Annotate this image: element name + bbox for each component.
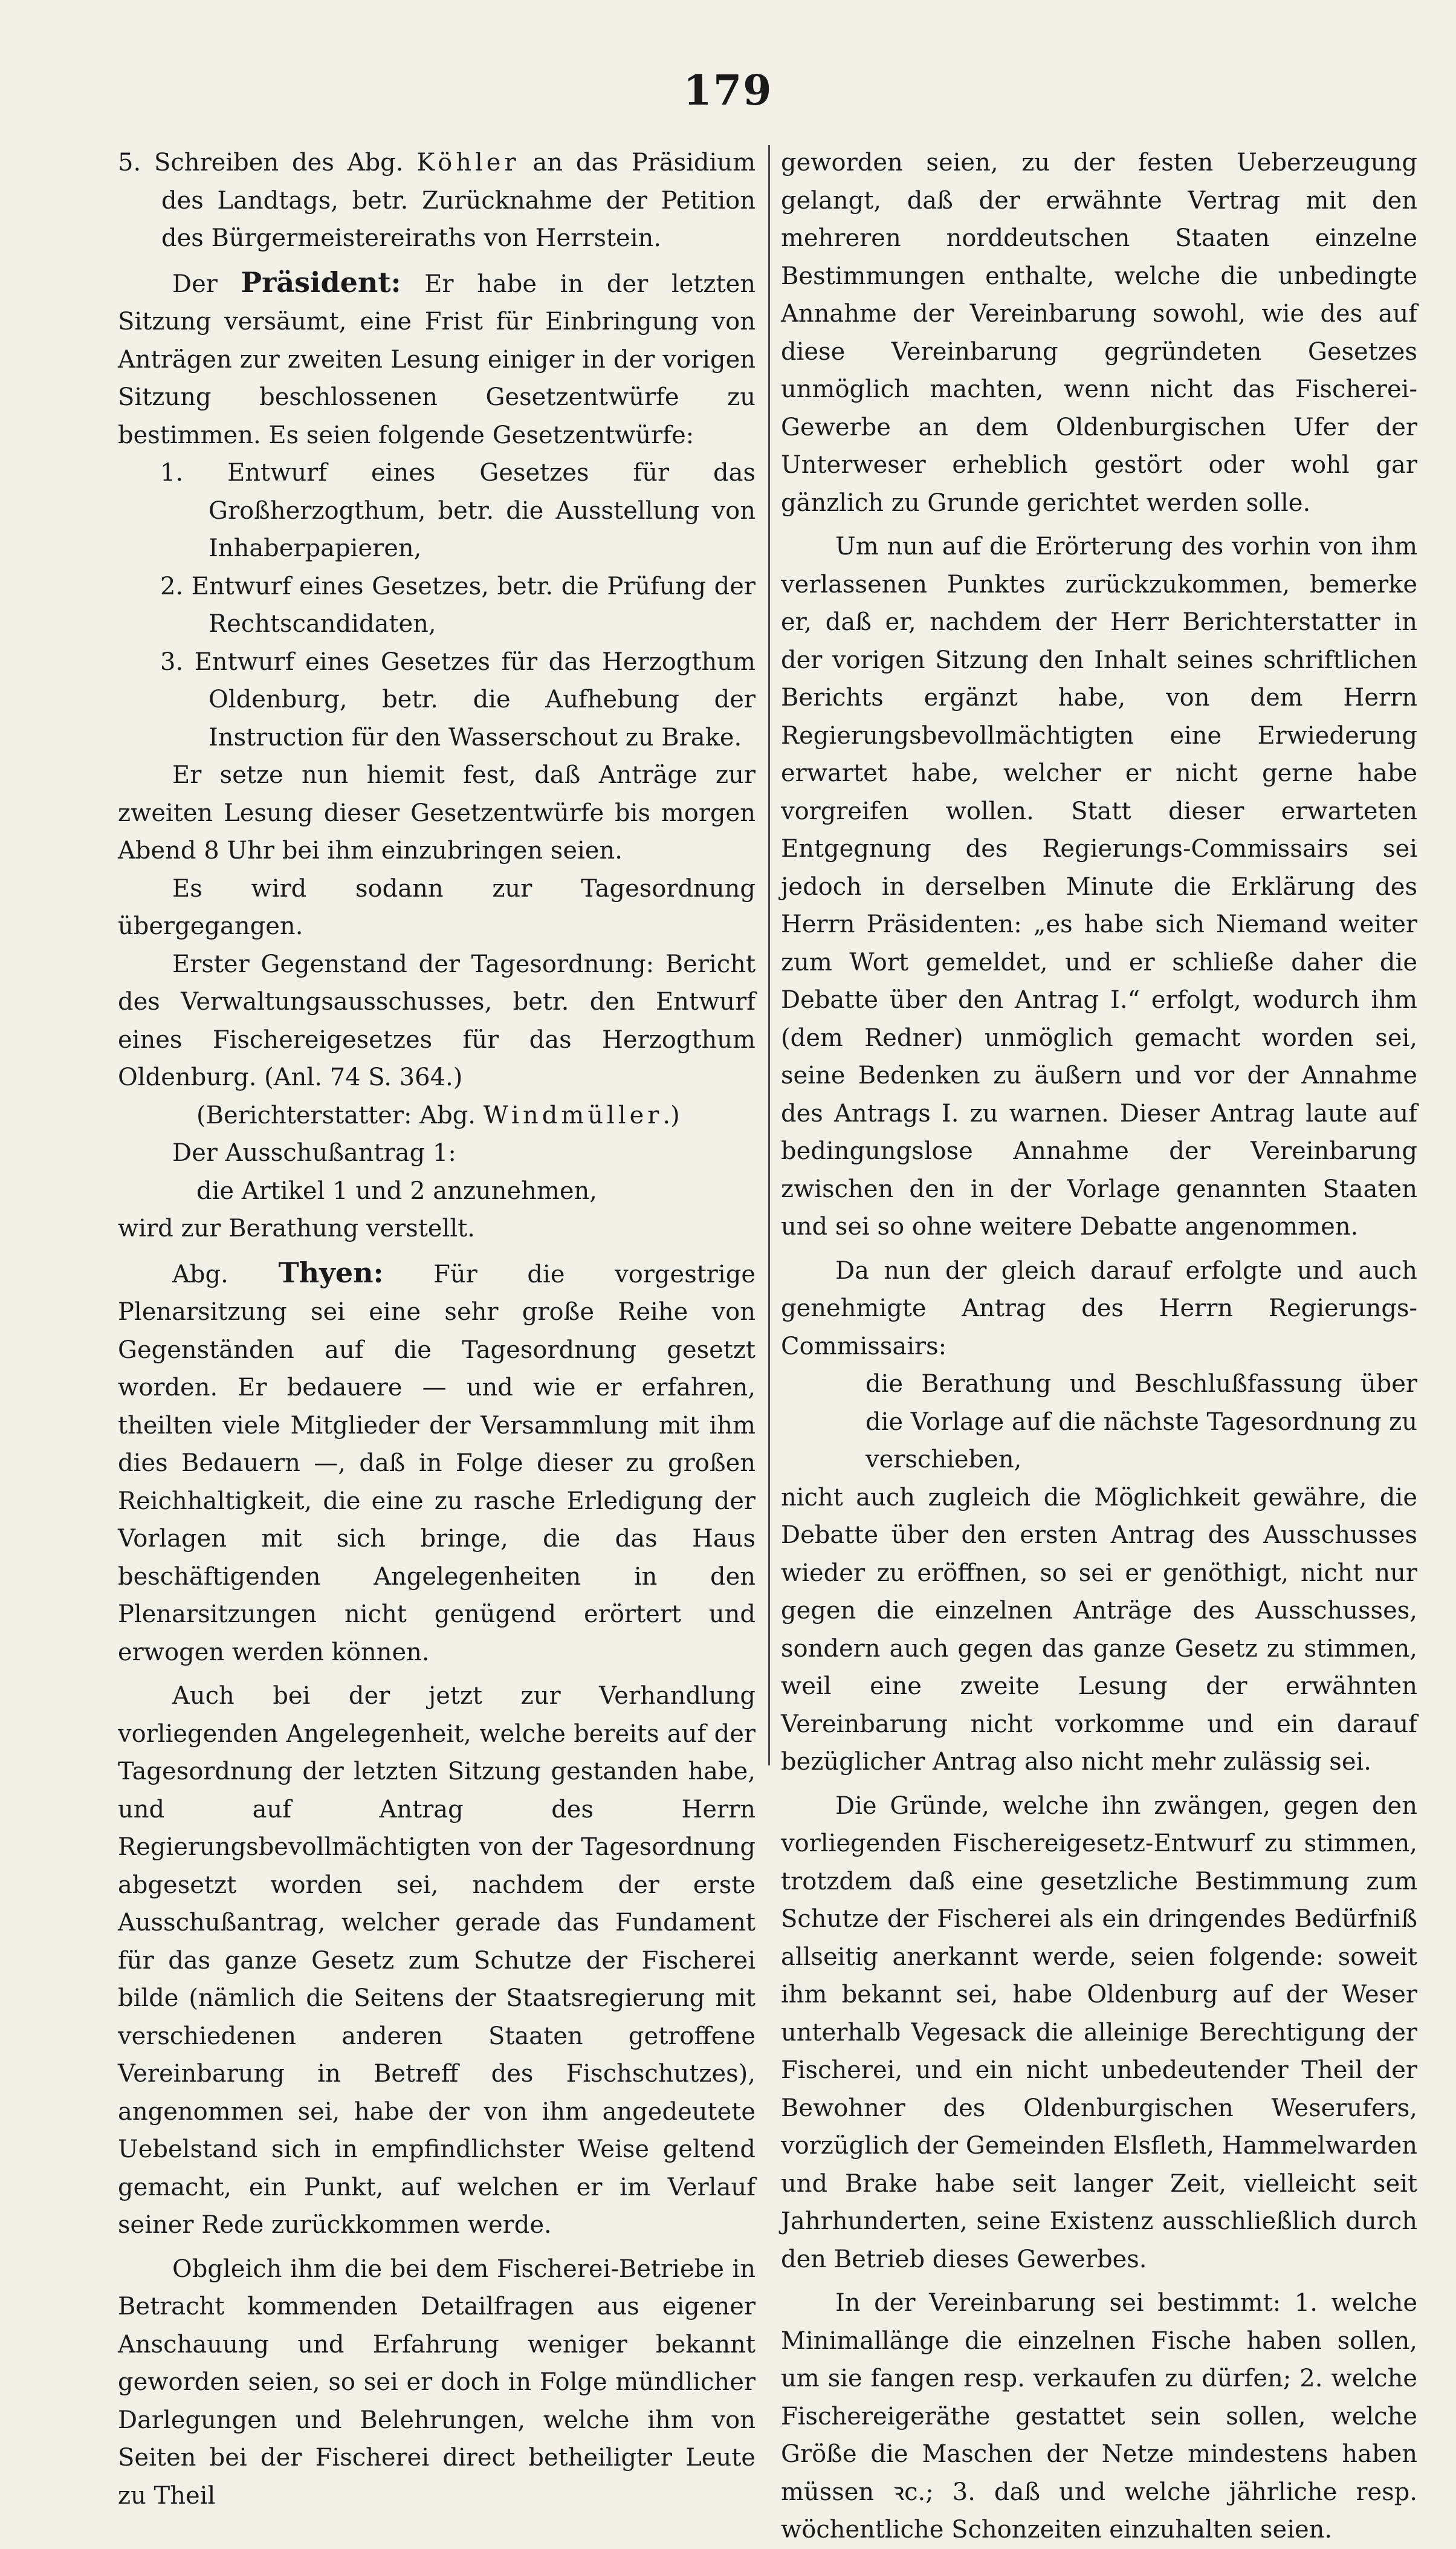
thyen-statement: Abg. Thyen: Für die vorgestrige Plenarsitzung sei eine sehr große Reihe von Gegenständen auf die Tagesordnung gesetzt worden. Er bedauere — und wie er erfahren, theilten viele Mitglieder der Versammlung mit ihm dies Bedauern —, daß in Folge dieser zu großen Reichhaltigkeit, die eine zu rasche Erledigung der Vorlagen mit sich bringe, die das Haus beschäftigenden Angelegenheiten in den Plenarsitzungen nicht genügend erörtert und erwogen werden können. (118, 1256, 756, 1666)
speaker-name: Präsident: (241, 265, 401, 299)
quoted-motion: die Berathung und Beschlußfassung über die Vorlage auf die nächste Tagesordnung zu verschieben, (866, 1370, 1417, 1473)
column-divider (768, 145, 770, 1765)
rapporteur-line: (Berichterstatter: Abg. Windmüller.) (196, 1101, 680, 1129)
agenda-item-5: 5. Schreiben des Abg. Köhler an das Präsidium des Landtags, betr. Zurücknahme der Petition des Bürgermeistereiraths von Herrstein. (118, 149, 756, 252)
paragraph-auch: Auch bei der jetzt zur Verhandlung vorliegenden Angelegenheit, welche bereits auf der Tagesordnung der letzten Sitzung gestanden habe, und auf Antrag des Herrn Regierungsbevollmächtigten von der Tagesordnung abgesetzt worden sei, nachdem der erste Ausschußantrag, welcher gerade das Fundament für das ganze Gesetz zum Schutze der Fischerei bilde (nämlich die Seitens der Staatsregierung mit verschiedenen anderen Staaten getroffene Vereinbarung in Betreff des Fischschutzes), angenommen sei, habe der von ihm angedeutete Uebelstand sich in empfindlichster Weise geltend gemacht, ein Punkt, auf welchen er im Verlauf seiner Rede zurückkommen werde. (118, 1682, 756, 2239)
left-column (118, 144, 756, 2515)
right-column (781, 144, 1417, 2549)
deadline-paragraph: Er setze nun hiemit fest, daß Anträge zur zweiten Lesung dieser Gesetzentwürfe bis morgen Abend 8 Uhr bei ihm einzubringen seien. (118, 761, 756, 865)
motion-title: Der Ausschußantrag 1: (172, 1139, 456, 1167)
first-agenda-item: Erster Gegenstand der Tagesordnung: Bericht des Verwaltungsausschusses, betr. den Entwurf eines Fischereigesetzes für das Herzogthum Oldenburg. (Anl. 74 S. 364.) (118, 950, 756, 1091)
paragraph-nicht: nicht auch zugleich die Möglichkeit gewähre, die Debatte über den ersten Antrag des Ausschusses wieder zu eröffnen, so sei er genöthigt, nicht nur gegen die einzelnen Anträge des Ausschusses, sondern auch gegen das ganze Gesetz zu stimmen, weil eine zweite Lesung der erwähnten Vereinbarung nicht vorkomme und ein darauf bezüglicher Antrag also nicht mehr zulässig sei. (781, 1483, 1417, 1776)
paragraph-da: Da nun der gleich darauf erfolgte und auch genehmigte Antrag des Herrn Regierungs-Commissairs: (781, 1256, 1417, 1360)
president-statement: Der Präsident: Er habe in der letzten Sitzung versäumt, eine Frist für Einbringung von Anträgen zur zweiten Lesung einiger in der vorigen Sitzung beschlossenen Gesetzentwürfe zu bestimmen. Es seien folgende Gesetzentwürfe: (118, 265, 756, 449)
paragraph-obgleich: Obgleich ihm die bei dem Fischerei-Betriebe in Betracht kommenden Detailfragen aus eigener Anschauung und Erfahrung weniger bekannt geworden seien, so sei er doch in Folge mündlicher Darlegungen und Belehrungen, welche ihm von Seiten bei der Fischerei direct betheiligter Leute zu Theil (118, 2255, 756, 2510)
paragraph-gruende: Die Gründe, welche ihn zwängen, gegen den vorliegenden Fischereigesetz-Entwurf zu stimmen, trotzdem daß eine gesetzliche Bestimmung zum Schutze der Fischerei als ein dringendes Bedürfniß allseitig anerkannt werde, seien folgende: soweit ihm bekannt sei, habe Oldenburg auf der Weser unterhalb Vegesack die alleinige Berechtigung der Fischerei, und ein nicht unbedeutender Theil der Bewohner des Oldenburgischen Weserufers, vorzüglich der Gemeinden Elsfleth, Hammelwarden und Brake habe seit langer Zeit, vielleicht seit Jahrhunderten, seine Existenz ausschließlich durch den Betrieb dieses Gewerbes. (781, 1791, 1417, 2273)
motion-end: wird zur Berathung verstellt. (118, 1215, 475, 1242)
paragraph-um: Um nun auf die Erörterung des vorhin von ihm verlassenen Punktes zurückzukommen, bemerke er, daß er, nachdem der Herr Berichterstatter in der vorigen Sitzung den Inhalt seines schriftlichen Berichts ergänzt habe, von dem Herrn Regierungsbevollmächtigten eine Erwiederung erwartet habe, welcher er nicht gerne habe vorgreifen wollen. Statt dieser erwarteten Entgegnung des Regierungs-Commissairs sei jedoch in derselben Minute die Erklärung des Herrn Präsidenten: „es habe sich Niemand weiter zum Wort gemeldet, und er schließe daher die Debatte über den Antrag I.“ erfolgt, wodurch ihm (dem Redner) unmöglich gemacht worden sei, seine Bedenken zu äußern und vor der Annahme des Antrags I. zu warnen. Dieser Antrag laute auf bedingungslose Annahme der Vereinbarung zwischen den in der Vorlage genannten Staaten und sei so ohne weitere Debatte angenommen. (781, 533, 1417, 1241)
page-number: 179 (683, 67, 773, 115)
motion-text: die Artikel 1 und 2 anzunehmen, (196, 1177, 597, 1205)
agenda-paragraph: Es wird sodann zur Tagesordnung übergegangen. (118, 874, 756, 940)
paragraph-in: In der Vereinbarung sei bestimmt: 1. welche Minimallänge die einzelnen Fische haben sollen, um sie fangen resp. verkaufen zu dürfen; 2. welche Fischereigeräthe gestattet sein sollen, welche Größe die Maschen der Netze mindestens haben müssen ꝛc.; 3. daß und welche jährliche resp. wöchentliche Schonzeiten einzuhalten seien. (781, 2289, 1417, 2544)
law-draft-2: 2. Entwurf eines Gesetzes, betr. die Prüfung der Rechtscandidaten, (160, 572, 756, 638)
law-draft-3: 3. Entwurf eines Gesetzes für das Herzogthum Oldenburg, betr. die Aufhebung der Instruction für den Wasserschout zu Brake. (160, 648, 756, 752)
rapporteur-name: Windmüller (483, 1101, 663, 1129)
law-draft-1: 1. Entwurf eines Gesetzes für das Großherzogthum, betr. die Ausstellung von Inhaberpapieren, (160, 459, 756, 562)
member-name: Köhler (416, 149, 520, 177)
speaker-name: Thyen: (278, 1256, 384, 1289)
continuation-paragraph: geworden seien, zu der festen Ueberzeugung gelangt, daß der erwähnte Vertrag mit den mehreren norddeutschen Staaten einzelne Bestimmungen enthalte, welche die unbedingte Annahme der Vereinbarung sowohl, wie des auf diese Vereinbarung gegründeten Gesetzes unmöglich machten, wenn nicht das Fischerei-Gewerbe an dem Oldenburgischen Ufer der Unterweser erheblich gestört oder wohl gar gänzlich zu Grunde gerichtet werden solle. (781, 149, 1417, 517)
